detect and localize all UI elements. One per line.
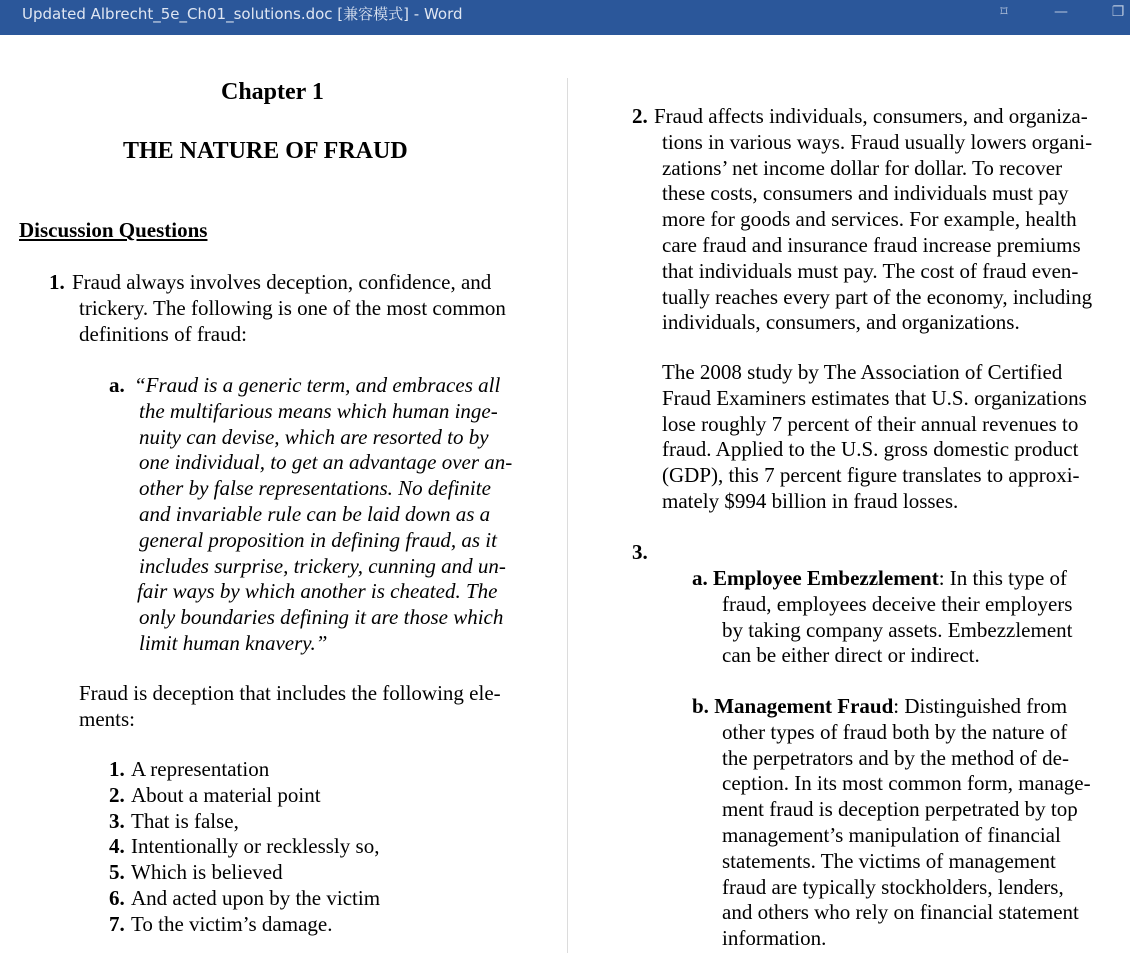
question-1-line: trickery. The following is one of the most common: [79, 295, 506, 320]
question-2-line: that individuals must pay. The cost of fraud even-: [662, 258, 1079, 283]
item-b-line: other types of fraud both by the nature of: [722, 719, 1068, 744]
element-text: That is false,: [131, 808, 239, 833]
element-number: 1.: [109, 757, 125, 781]
element-text: Intentionally or recklessly so,: [131, 834, 380, 859]
quote-line: and invariable rule can be laid down as a: [139, 502, 491, 526]
element-number: 2.: [109, 782, 125, 807]
quote-line: other by false representations. No definite: [139, 476, 491, 501]
quote-line: nuity can devise, which are resorted to by: [139, 424, 489, 449]
minimize-icon[interactable]: —: [1054, 4, 1068, 20]
study-line: fraud. Applied to the U.S. gross domestic product: [662, 437, 1079, 462]
restore-icon[interactable]: ❐: [1111, 4, 1125, 20]
window-title: Updated Albrecht_5e_Ch01_solutions.doc [兼容模式] - Word: [22, 5, 463, 23]
title-bar: [0, 0, 1130, 35]
study-line: lose roughly 7 percent of their annual revenues to: [662, 411, 1079, 436]
question-2-line: tions in various ways. Fraud usually lowers organi-: [662, 129, 1093, 154]
chapter-title: Chapter 1: [221, 79, 324, 105]
question-2-line: zations’ net income dollar for dollar. To recover: [662, 155, 1063, 180]
chapter-heading: THE NATURE OF FRAUD: [123, 138, 408, 164]
question-2-line: tually reaches every part of the economy, including: [662, 284, 1093, 309]
question-2-line: care fraud and insurance fraud increase premiums: [662, 233, 1081, 257]
item-b-label: b.: [692, 694, 709, 718]
study-line: The 2008 study by The Association of Certified: [662, 360, 1063, 384]
quote-line: “Fraud is a generic term, and embraces all: [134, 373, 501, 397]
question-2-line: more for goods and services. For example, health: [662, 207, 1077, 232]
question-1-number: 1.: [49, 270, 65, 294]
question-2-number: 2.: [632, 104, 648, 128]
item-a-line: by taking company assets. Embezzlement: [722, 617, 1073, 642]
study-line: mately $994 billion in fraud losses.: [662, 489, 959, 513]
element-text: Which is believed: [131, 860, 283, 885]
quote-label: a.: [109, 373, 125, 397]
focus-mode-icon[interactable]: ⌑: [1000, 4, 1008, 20]
item-b-text: : Distinguished from: [893, 694, 1068, 718]
study-line: (GDP), this 7 percent figure translates to approxi-: [662, 463, 1080, 488]
quote-line: only boundaries defining it are those which: [139, 605, 504, 630]
item-b-line: the perpetrators and by the method of de-: [722, 745, 1069, 770]
elements-intro: Fraud is deception that includes the following ele-: [79, 681, 501, 705]
question-3-number: 3.: [632, 540, 648, 564]
question-2-line: Fraud affects individuals, consumers, and organiza-: [654, 104, 1088, 128]
question-2-line: individuals, consumers, and organizations.: [662, 310, 1020, 335]
quote-line: includes surprise, trickery, cunning and un-: [139, 553, 506, 578]
quote-line: fair ways by which another is cheated. The: [137, 579, 498, 604]
item-b-line: statements. The victims of management: [722, 848, 1056, 873]
quote-line: limit human knavery.”: [139, 631, 328, 655]
element-number: 5.: [109, 860, 125, 885]
item-a-line: can be either direct or indirect.: [722, 643, 980, 668]
item-a-term: Employee Embezzlement: [713, 566, 939, 590]
question-1-line: Fraud always involves deception, confidence, and: [72, 270, 492, 294]
element-number: 4.: [109, 834, 125, 859]
item-a-first-line: [692, 566, 1067, 592]
question-2-line: these costs, consumers and individuals must pay: [662, 181, 1069, 206]
section-heading: Discussion Questions: [19, 218, 208, 242]
item-a-label: a.: [692, 566, 708, 590]
question-1-line: definitions of fraud:: [79, 321, 247, 346]
quote-line: general proposition in defining fraud, as it: [139, 527, 497, 552]
element-number: 6.: [109, 886, 125, 910]
item-b-line: fraud are typically stockholders, lenders,: [722, 874, 1064, 899]
element-text: And acted upon by the victim: [131, 886, 381, 910]
item-b-line: management’s manipulation of financial: [722, 823, 1061, 847]
item-b-line: ception. In its most common form, manage-: [722, 771, 1091, 796]
quote-line: the multifarious means which human inge-: [139, 398, 498, 423]
item-b-line: ment fraud is deception perpetrated by top: [722, 797, 1078, 822]
item-b-line: information.: [722, 926, 827, 951]
column-divider: [567, 78, 568, 953]
element-text: To the victim’s damage.: [131, 911, 333, 936]
quote-line: one individual, to get an advantage over an-: [139, 450, 513, 475]
study-line: Fraud Examiners estimates that U.S. organizations: [662, 385, 1087, 410]
element-text: About a material point: [131, 782, 321, 807]
elements-intro: ments:: [79, 706, 135, 731]
item-a-line: fraud, employees deceive their employers: [722, 591, 1073, 616]
item-a-text: : In this type of: [938, 566, 1068, 590]
item-b-line: and others who rely on financial statement: [722, 900, 1079, 925]
element-number: 3.: [109, 808, 125, 833]
item-b-first-line: [692, 694, 1067, 720]
element-text: A representation: [131, 757, 270, 781]
item-b-term: Management Fraud: [714, 694, 894, 718]
element-number: 7.: [109, 911, 125, 936]
